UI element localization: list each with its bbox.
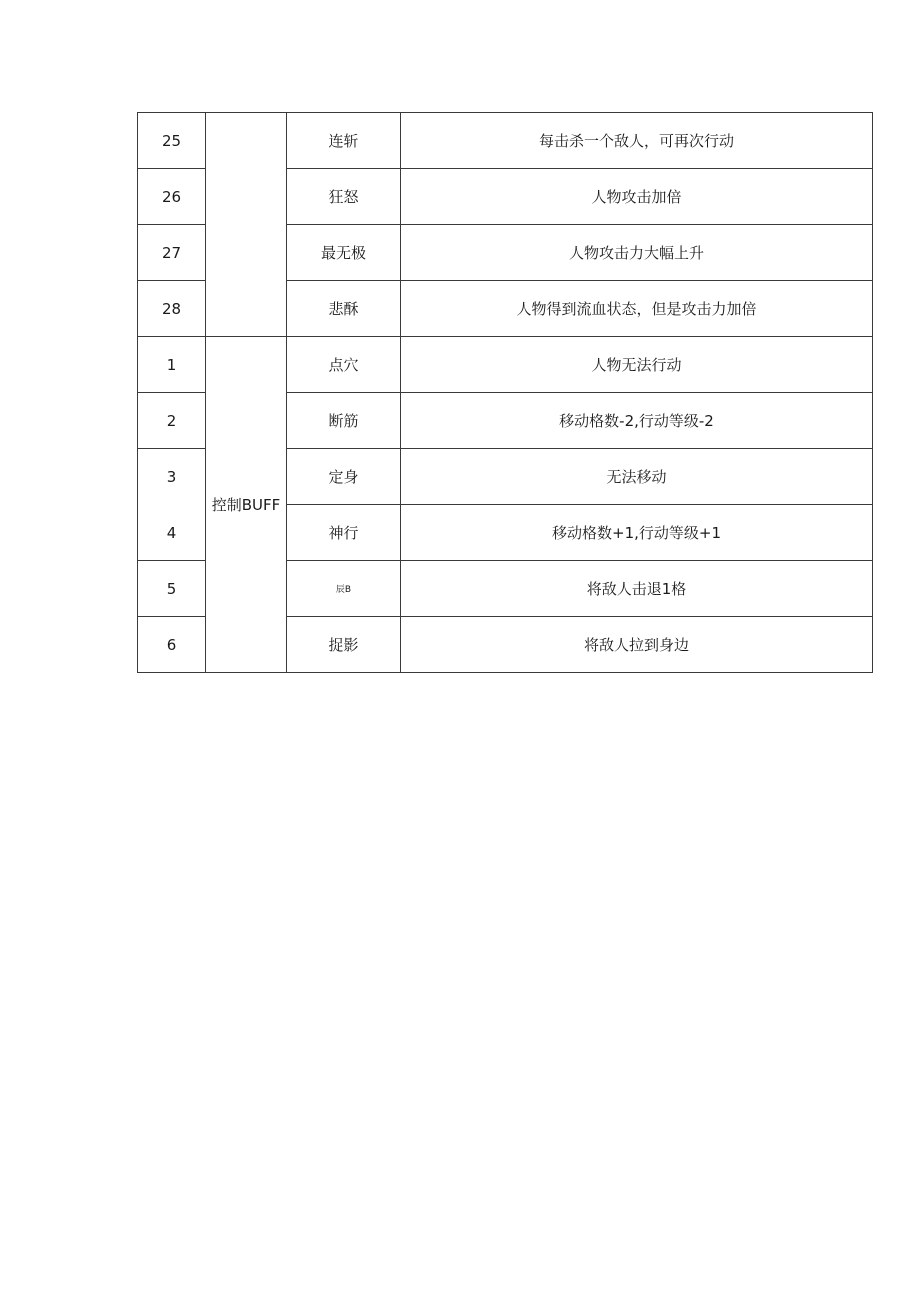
buff-description: 人物得到流血状态，但是攻击力加倍 (401, 281, 873, 337)
buff-description: 移动格数-2,行动等级-2 (401, 393, 873, 449)
buff-name: 神行 (287, 505, 401, 561)
buff-name-text: 辰B (335, 585, 352, 595)
buff-name: 捉影 (287, 617, 401, 673)
buff-name: 点穴 (287, 337, 401, 393)
buff-name (287, 561, 401, 617)
row-number: 5 (138, 561, 206, 617)
row-number: 3 (166, 468, 177, 486)
buff-description: 人物无法行动 (401, 337, 873, 393)
row-number: 1 (138, 337, 206, 393)
buff-description: 移动格数+1,行动等级+1 (401, 505, 873, 561)
buff-description: 将敌人拉到身边 (401, 617, 873, 673)
buff-name: 最无极 (287, 225, 401, 281)
row-number: 6 (138, 617, 206, 673)
buff-name: 连斩 (287, 113, 401, 169)
buff-description: 无法移动 (401, 449, 873, 505)
buff-description: 每击杀一个敌人，可再次行动 (401, 113, 873, 169)
buff-name: 断筋 (287, 393, 401, 449)
buff-name: 定身 (287, 449, 401, 505)
buff-description: 人物攻击加倍 (401, 169, 873, 225)
row-number: 26 (138, 169, 206, 225)
category-cell: 控制BUFF (206, 337, 287, 673)
row-number: 4 (166, 524, 177, 542)
row-number: 25 (138, 113, 206, 169)
buff-description: 将敌人击退1格 (401, 561, 873, 617)
buff-name: 狂怒 (287, 169, 401, 225)
row-number-merged (138, 449, 206, 561)
row-number: 2 (138, 393, 206, 449)
buff-table (137, 112, 873, 673)
table-row (138, 337, 873, 393)
table-row (138, 113, 873, 169)
row-number: 27 (138, 225, 206, 281)
buff-description: 人物攻击力大幅上升 (401, 225, 873, 281)
row-number: 28 (138, 281, 206, 337)
buff-name: 悲酥 (287, 281, 401, 337)
merged-number-stack (138, 449, 205, 560)
category-cell-empty (206, 113, 287, 337)
